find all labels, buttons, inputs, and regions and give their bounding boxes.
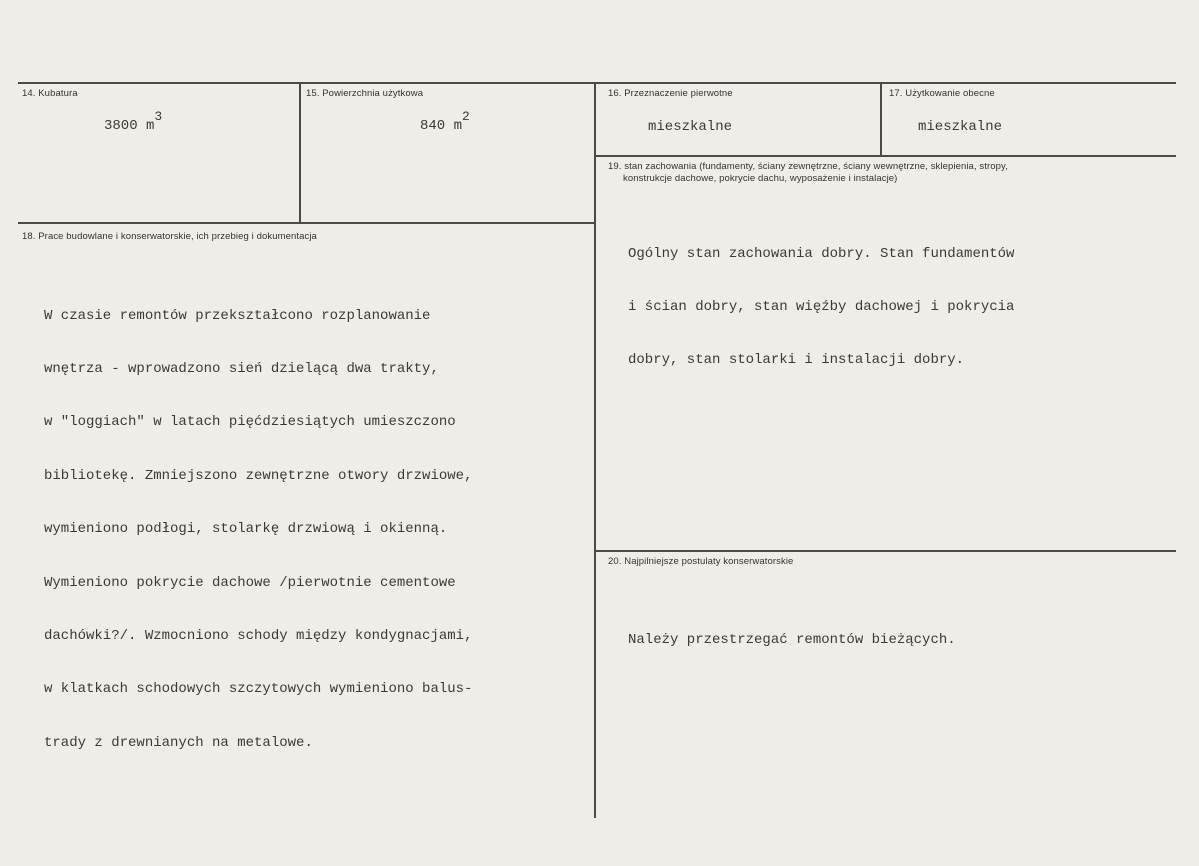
field-17-value: mieszkalne bbox=[918, 119, 1003, 135]
field-18-line: Wymieniono pokrycie dachowe /pierwotnie cementowe bbox=[44, 574, 456, 591]
divider-14-15 bbox=[299, 82, 301, 223]
field-18-line: bibliotekę. Zmniejszono zewnętrzne otwory drzwiowe, bbox=[44, 467, 473, 484]
field-18-line: W czasie remontów przekształcono rozplanowanie bbox=[44, 307, 431, 324]
divider-main bbox=[594, 82, 596, 818]
field-20-label: 20. Najpilniejsze postulaty konserwatorskie bbox=[608, 556, 794, 567]
field-14-label: 14. Kubatura bbox=[22, 88, 78, 99]
field-14-value bbox=[104, 109, 163, 134]
rule-14-15-bottom bbox=[18, 222, 596, 224]
field-18-line: w "loggiach" w latach pięćdziesiątych umieszczono bbox=[44, 414, 456, 431]
field-18-line: wymieniono podłogi, stolarkę drzwiową i okienną. bbox=[44, 521, 448, 538]
field-19-label-line: konstrukcje dachowe, pokrycie dachu, wyposażenie i instalacje) bbox=[623, 173, 898, 184]
rule-16-17-bottom bbox=[596, 155, 1176, 157]
field-18-line: dachówki?/. Wzmocniono schody między kondygnacjami, bbox=[44, 627, 473, 644]
field-14-exponent: 3 bbox=[154, 109, 163, 124]
field-16-value: mieszkalne bbox=[648, 119, 733, 135]
divider-16-17 bbox=[880, 82, 882, 156]
rule-19-bottom bbox=[596, 550, 1176, 552]
field-15-value bbox=[420, 109, 470, 134]
field-15-unit: m bbox=[453, 118, 463, 134]
field-16-label: 16. Przeznaczenie pierwotne bbox=[608, 88, 733, 99]
field-15-number: 840 bbox=[420, 118, 446, 134]
field-19-line: Ogólny stan zachowania dobry. Stan fundamentów bbox=[628, 245, 1015, 262]
field-19-label bbox=[608, 161, 1008, 185]
field-19-text bbox=[628, 210, 1014, 406]
field-17-label: 17. Użytkowanie obecne bbox=[889, 88, 995, 99]
field-18-text bbox=[44, 272, 472, 788]
field-20-line: Należy przestrzegać remontów bieżących. bbox=[628, 631, 956, 648]
top-rule bbox=[18, 82, 1176, 84]
field-18-line: trady z drewnianych na metalowe. bbox=[44, 734, 313, 751]
field-18-line: w klatkach schodowych szczytowych wymieniono balus- bbox=[44, 681, 473, 698]
field-14-number: 3800 bbox=[104, 118, 138, 134]
field-15-exponent: 2 bbox=[462, 109, 470, 124]
field-19-line: dobry, stan stolarki i instalacji dobry. bbox=[628, 352, 965, 369]
field-14-unit: m bbox=[146, 118, 155, 134]
field-19-label-line: 19. stan zachowania (fundamenty, ściany zewnętrzne, ściany wewnętrzne, sklepienia, stropy, bbox=[608, 161, 1008, 172]
field-18-line: wnętrza - wprowadzono sień dzielącą dwa trakty, bbox=[44, 360, 439, 377]
field-18-label: 18. Prace budowlane i konserwatorskie, ich przebieg i dokumentacja bbox=[22, 231, 317, 242]
field-20-text bbox=[628, 596, 956, 685]
field-15-label: 15. Powierzchnia użytkowa bbox=[306, 88, 424, 99]
field-19-line: i ścian dobry, stan więźby dachowej i pokrycia bbox=[628, 298, 1015, 315]
